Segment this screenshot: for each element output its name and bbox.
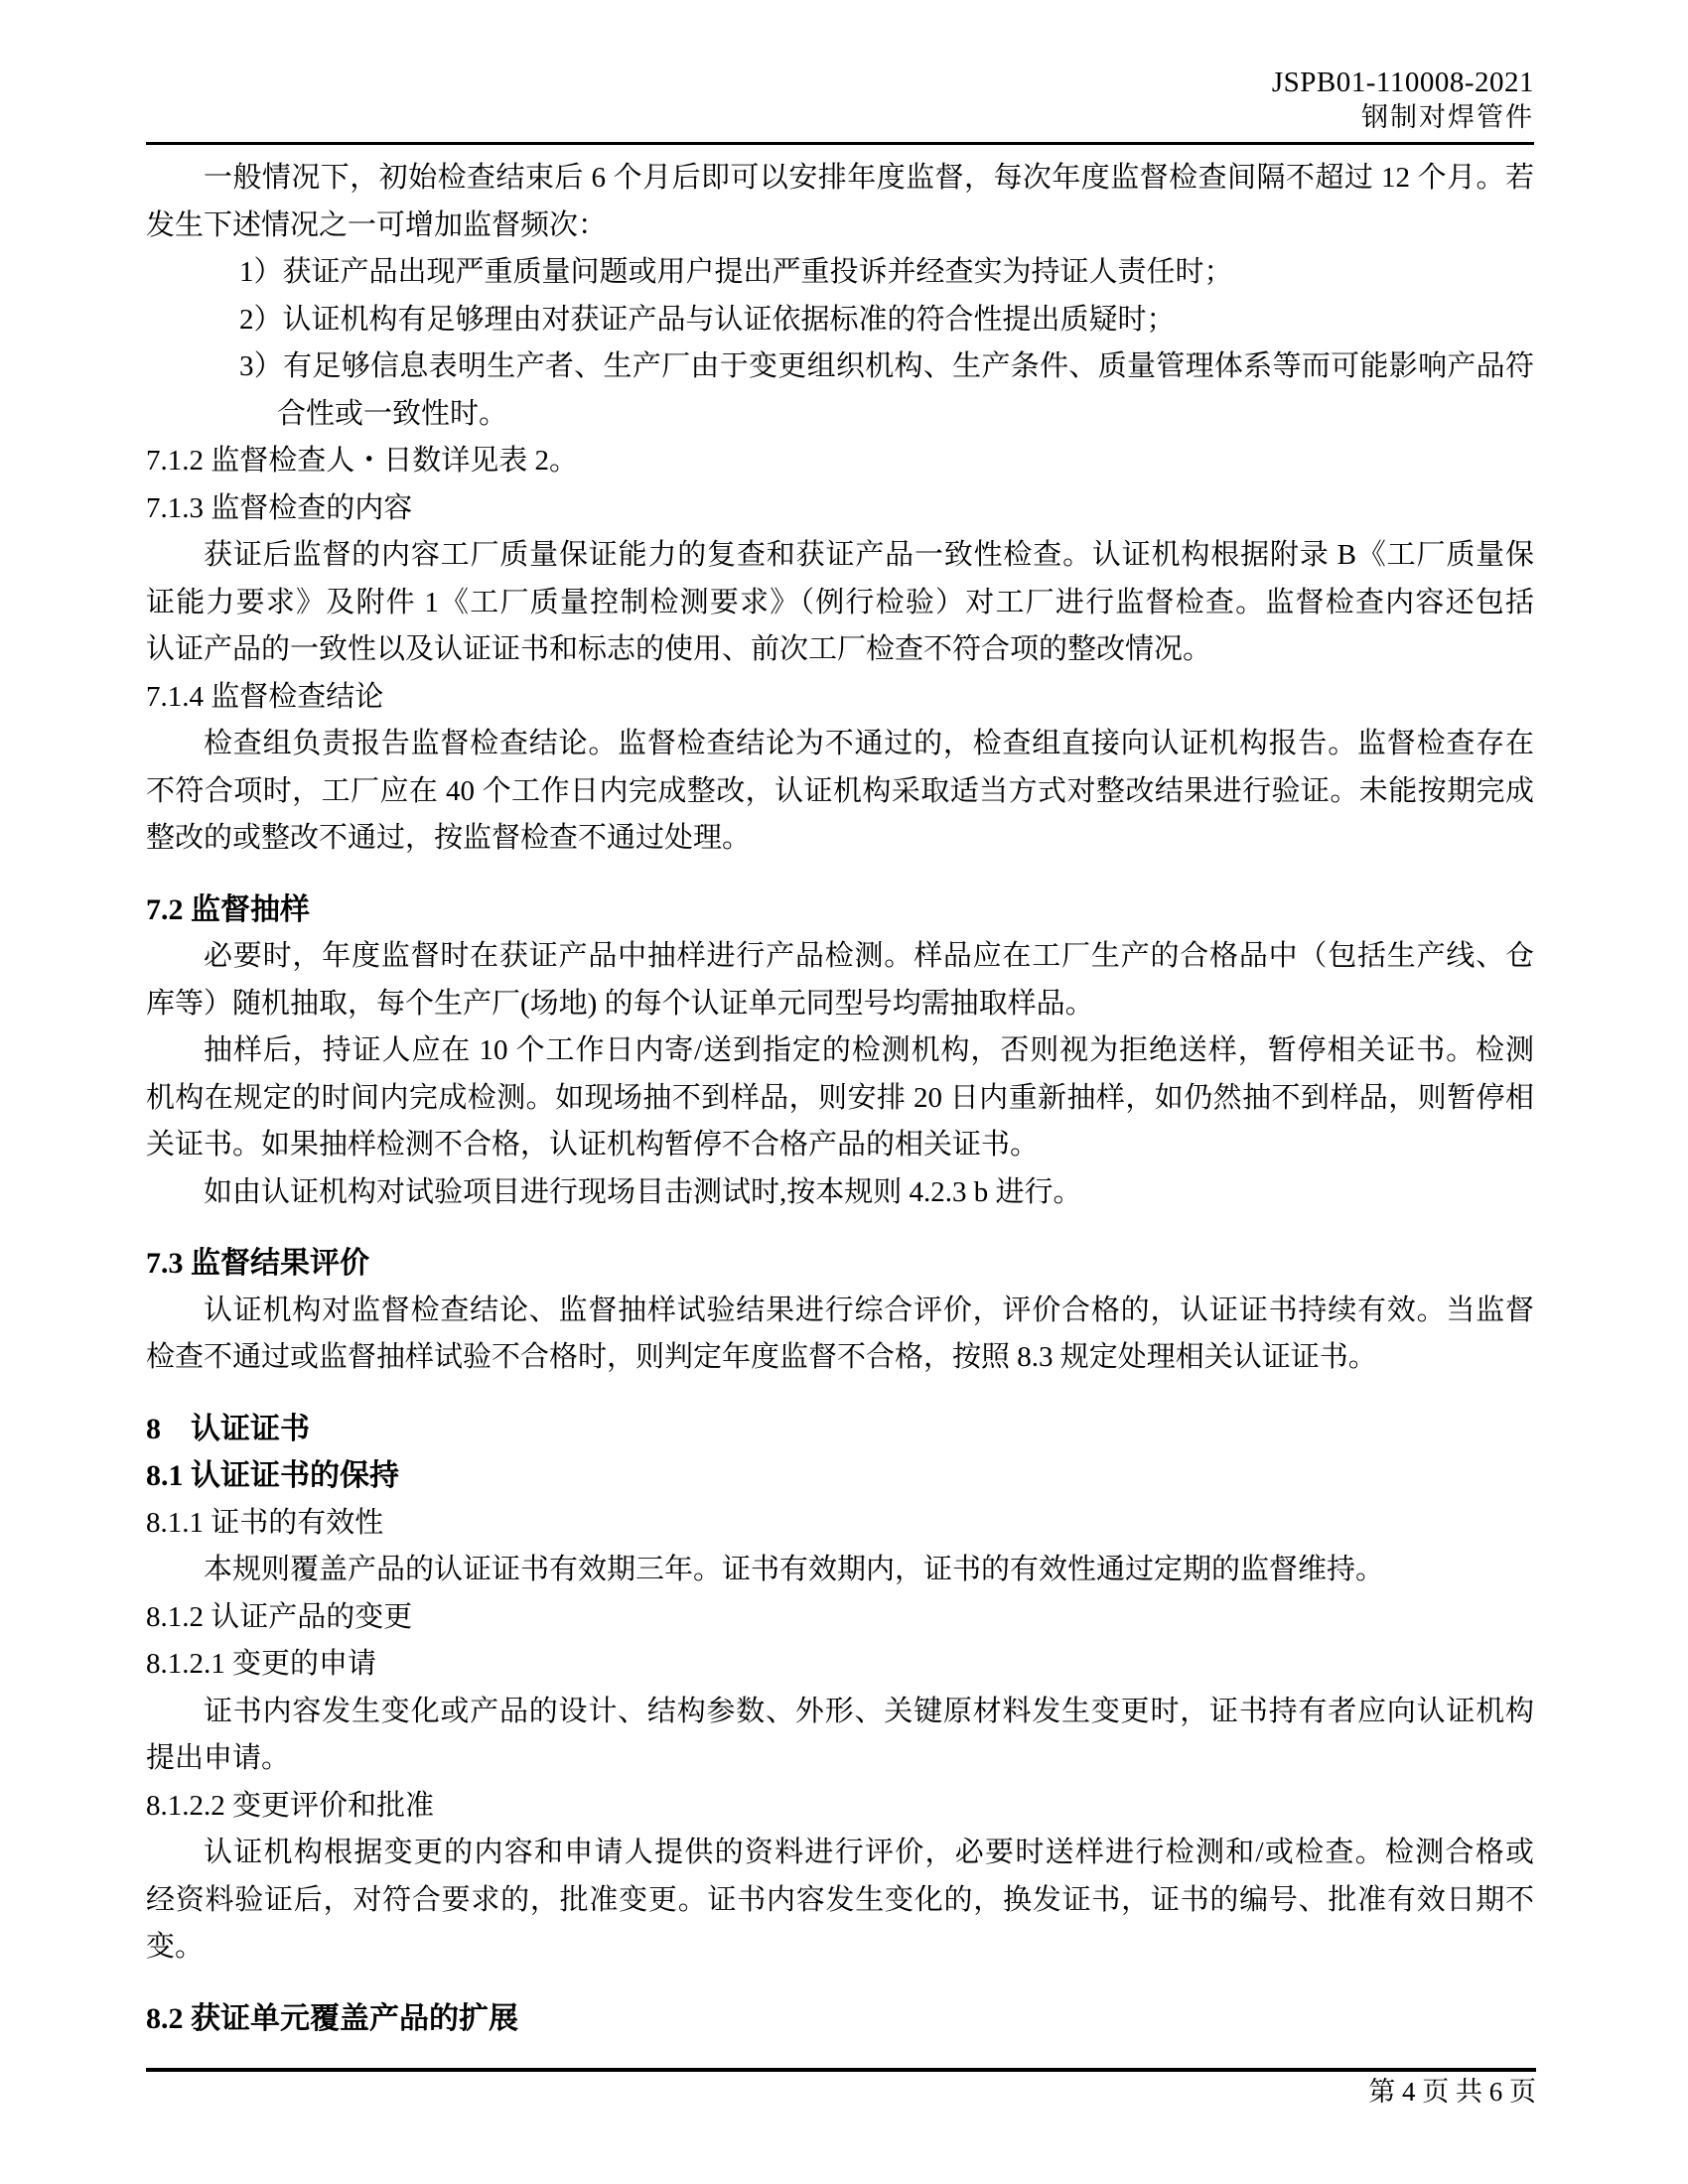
text-line: 认证机构根据变更的内容和申请人提供的资料进行评价，必要时送样进行检测和/或检查。检测合格或 <box>204 1837 1534 1868</box>
text-line: 机构在规定的时间内完成检测。如现场抽不到样品，则安排 20 日内重新抽样，如仍然抽不到样品，则暂停相 <box>146 1081 1534 1114</box>
document-body <box>146 155 1534 2042</box>
text-line: 变。 <box>146 1931 205 1963</box>
footer-rule <box>146 2068 1536 2072</box>
text-line: 经资料验证后，对符合要求的，批准变更。证书内容发生变化的，换发证书，证书的编号、批准有效日期不 <box>146 1883 1534 1916</box>
text-line: 8.2 获证单元覆盖产品的扩展 <box>146 2001 518 2035</box>
text-line: 关证书。如果抽样检测不合格，认证机构暂停不合格产品的相关证书。 <box>146 1129 1040 1160</box>
text-line: 8.1.2.1 变更的申请 <box>146 1648 377 1680</box>
text-line: 合性或一致性时。 <box>277 397 508 430</box>
text-line: 8.1 认证证书的保持 <box>146 1459 399 1492</box>
text-line: 如由认证机构对试验项目进行现场目击测试时,按本规则 4.2.3 b 进行。 <box>204 1175 1082 1208</box>
text-line: 检查组负责报告监督检查结论。监督检查结论为不通过的，检查组直接向认证机构报告。监督检查存在 <box>204 728 1534 759</box>
text-line: 2）认证机构有足够理由对获证产品与认证依据标准的符合性提出质疑时； <box>239 303 1176 336</box>
text-line: 3）有足够信息表明生产者、生产厂由于变更组织机构、生产条件、质量管理体系等而可能影响产品符 <box>239 350 1534 382</box>
text-line: 认证机构对监督检查结论、监督抽样试验结果进行综合评价，评价合格的，认证证书持续有效。当监督 <box>204 1294 1534 1326</box>
text-line: 8.1.2.2 变更评价和批准 <box>146 1789 435 1822</box>
text-line: 1）获证产品出现严重质量问题或用户提出严重投诉并经查实为持证人责任时； <box>239 256 1233 288</box>
text-line: 本规则覆盖产品的认证证书有效期三年。证书有效期内，证书的有效性通过定期的监督维持。 <box>204 1554 1385 1585</box>
text-line: 7.1.3 监督检查的内容 <box>146 491 413 524</box>
text-line: 一般情况下，初始检查结束后 6 个月后即可以安排年度监督，每次年度监督检查间隔不超过 12 个月。若 <box>204 162 1534 194</box>
doc-subtitle: 钢制对焊管件 <box>1361 102 1534 132</box>
text-line: 必要时，年度监督时在获证产品中抽样进行产品检测。样品应在工厂生产的合格品中（包括生产线、仓 <box>204 940 1534 972</box>
text-line: 7.1.4 监督检查结论 <box>146 680 384 713</box>
text-line: 证书内容发生变化或产品的设计、结构参数、外形、关键原材料发生变更时，证书持有者应向认证机构 <box>204 1695 1534 1727</box>
text-line: 库等）随机抽取，每个生产厂(场地) 的每个认证单元同型号均需抽取样品。 <box>146 987 1094 1020</box>
text-line: 不符合项时，工厂应在 40 个工作日内完成整改，认证机构采取适当方式对整改结果进行验证。未能按期完成 <box>146 774 1534 807</box>
text-line: 提出申请。 <box>146 1742 291 1774</box>
text-line: 获证后监督的内容工厂质量保证能力的复查和获证产品一致性检查。认证机构根据附录 B《工厂质量保 <box>204 539 1534 571</box>
text-line: 7.1.2 监督检查人・日数详见表 2。 <box>146 445 579 477</box>
page-number: 第 4 页 共 6 页 <box>1368 2077 1536 2107</box>
text-line: 检查不通过或监督抽样试验不合格时，则判定年度监督不合格，按照 8.3 规定处理相关认证证书。 <box>146 1341 1377 1373</box>
text-line: 抽样后，持证人应在 10 个工作日内寄/送到指定的检测机构，否则视为拒绝送样，暂停相关证书。检测 <box>204 1034 1534 1066</box>
text-line: 证能力要求》及附件 1《工厂质量控制检测要求》（例行检验）对工厂进行监督检查。监督检查内容还包括 <box>146 586 1534 618</box>
text-line: 8.1.2 认证产品的变更 <box>146 1600 413 1633</box>
doc-number: JSPB01-110008-2021 <box>1271 67 1534 98</box>
page-header <box>146 66 1534 145</box>
page-footer <box>146 2068 1536 2108</box>
text-line: 7.2 监督抽样 <box>146 892 310 926</box>
text-line: 8.1.1 证书的有效性 <box>146 1506 384 1539</box>
text-line: 认证产品的一致性以及认证证书和标志的使用、前次工厂检查不符合项的整改情况。 <box>146 633 1212 665</box>
text-line: 整改的或整改不通过，按监督检查不通过处理。 <box>146 822 752 854</box>
header-rule <box>146 142 1534 145</box>
text-line: 7.3 监督结果评价 <box>146 1247 369 1280</box>
text-line: 发生下述情况之一可增加监督频次： <box>146 208 608 241</box>
text-line: 8 认证证书 <box>146 1412 310 1445</box>
